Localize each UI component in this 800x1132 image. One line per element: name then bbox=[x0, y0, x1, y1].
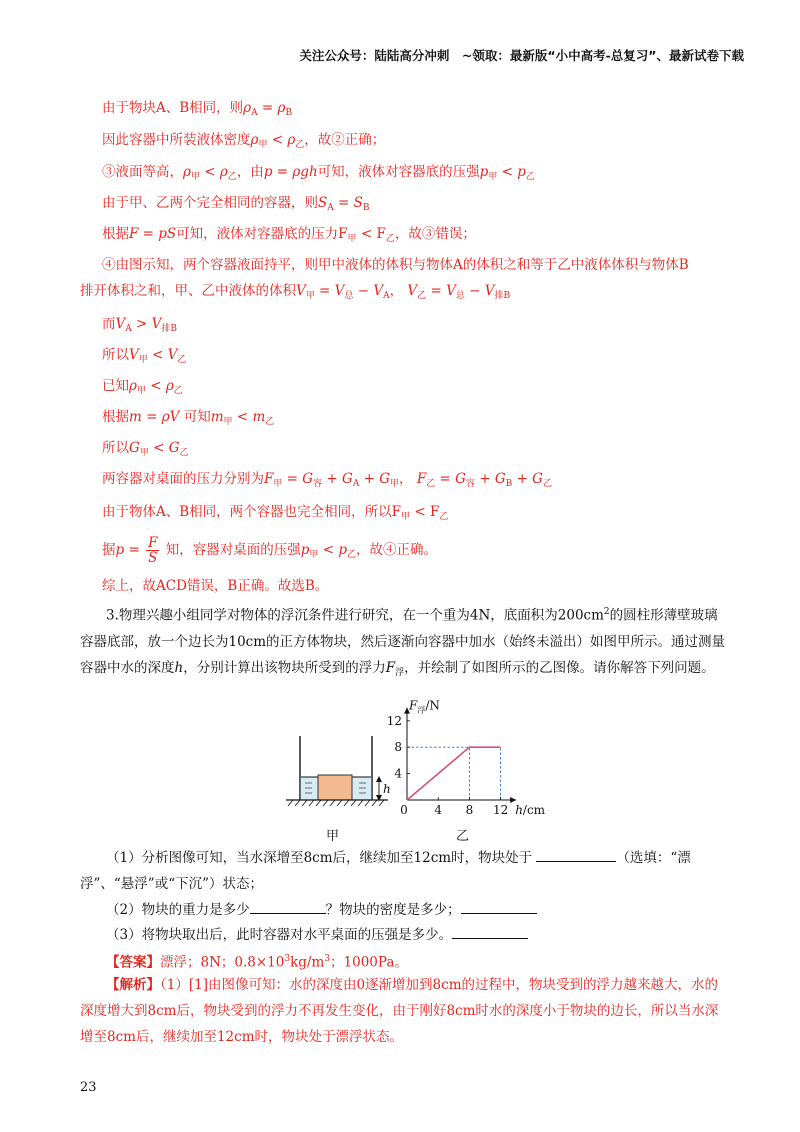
solution-line-6: ④由图示知，两个容器液面持平，则甲中液体的体积与物体A的体积之和等于乙中液体体积与物体B bbox=[102, 257, 689, 273]
solution-line-14: 由于物体A、B相同，两个容器也完全相同，所以$F_甲 < F_乙$ bbox=[102, 504, 449, 522]
solution-line-1: 由于物块A、B相同，则$\rho_A = \rho_B$ bbox=[102, 100, 293, 118]
x-tick-label-4: 4 bbox=[434, 803, 443, 817]
solution-line-11: 根据m = ρV 可知$m_甲 < m_乙$ bbox=[102, 409, 275, 427]
solution-line-2: 因此容器中所装液体密度$\rho_甲 < \rho_乙$，故②正确； bbox=[102, 132, 386, 150]
sub-question-3: （3）将物块取出后，此时容器对水平桌面的压强是多少。 bbox=[80, 922, 730, 948]
solution-line-5: 根据F = pS可知，液体对容器底的压力$F_甲 < F_乙$，故③错误； bbox=[102, 226, 476, 244]
answer-blank-1[interactable] bbox=[536, 847, 616, 862]
fraction-f-over-s: $\frac{F}{S}$ bbox=[148, 535, 158, 566]
y-tick-label-4: 4 bbox=[394, 766, 402, 781]
solution-line-4: 由于甲、乙两个完全相同的容器，则$S_A = S_B$ bbox=[102, 195, 370, 213]
sub-question-2: （2）物块的重力是多少 ？物块的密度是多少； bbox=[80, 897, 730, 923]
answer-blank-3[interactable] bbox=[461, 899, 537, 914]
page-header: 关注公众号：陆陆高分冲刺 ~领取：最新版“小中高考-总复习”、最新试卷下载 bbox=[299, 48, 744, 63]
x-tick-label-8: 8 bbox=[465, 803, 474, 817]
solution-line-10: 已知$\rho_甲 < \rho_乙$ bbox=[102, 378, 183, 396]
figure-jia-label: 甲 bbox=[326, 829, 340, 844]
series-line-0 bbox=[407, 747, 501, 800]
y-axis-label: $F_浮/N$ bbox=[409, 698, 440, 715]
solution-line-9: 所以$V_甲 < V_乙$ bbox=[102, 347, 187, 365]
x-axis-label: h/cm bbox=[515, 803, 546, 817]
solution-line-3: ③液面等高，$\rho_甲 < \rho_乙$，由p = ρgh可知，液体对容器底的压强$p_甲 < p_乙$ bbox=[102, 164, 535, 182]
solution-line-13: 两容器对桌面的压力分别为$F_甲 = G_容 + G_A + G_甲$， $F_乙 = G_容 + G_B + G_乙$ bbox=[102, 471, 552, 489]
figure-yi-label: 乙 bbox=[456, 829, 470, 844]
cube-block bbox=[318, 775, 352, 800]
sub-question-1: （1）分析图像可知，当水深增至8cm后，继续加至12cm时，物块处于 （选填：“漂浮”、“悬浮”或“下沉”）状态； bbox=[80, 845, 730, 897]
y-tick-label-8: 8 bbox=[394, 740, 402, 755]
solution-line-8: 而$V_A > V_{排B}$ bbox=[102, 316, 178, 334]
x-tick-label-12: 12 bbox=[492, 803, 509, 817]
solution-line-15: 据p = $\frac{F}{S}$ 知，容器对桌面的压强$p_甲 < p_乙$，故④正确。 bbox=[102, 535, 437, 566]
page-number: 23 bbox=[80, 1080, 97, 1095]
solution-line-16: 综上，故ACD错误，B正确。故选B。 bbox=[102, 578, 329, 594]
question-stem: 3.物理兴趣小组同学对物体的浮沉条件进行研究，在一个重为4N，底面积为$200cm^2$的圆柱形薄壁玻璃容器底部，放一个边长为10cm的正方体物块，然后逐渐向容器中加水（始终未溢出）如图甲所示。通过测量容器中水的深度h，分别计算出该物块所受到的浮力$F_浮$，并绘制了如图所示的乙图像。请你解答下列问题。 bbox=[80, 607, 726, 678]
x-tick-label-0: 0 bbox=[400, 803, 408, 817]
y-tick-label-12: 12 bbox=[386, 713, 402, 728]
solution-line-12: 所以$G_甲 < G_乙$ bbox=[102, 440, 189, 458]
analysis-paragraph: 【解析】（1）[1]由图像可知：水的深度由0逐渐增加到8cm的过程中，物块受到的浮力越来越大，水的深度增大到8cm后，物块受到的浮力不再发生变化，由于刚好8cm时水的深度小于物块的边长，所以当水深增至8cm后，继续加至12cm时，物块处于漂浮状态。 bbox=[80, 977, 719, 1045]
answer-blank-4[interactable] bbox=[452, 924, 528, 939]
answer-blank-2[interactable] bbox=[250, 899, 326, 914]
h-label: h bbox=[383, 782, 391, 796]
solution-line-7: 排开体积之和，甲、乙中液体的体积$V_甲 = V_总 - V_A$， $V_乙 = V_总 - V_{排B}$ bbox=[80, 283, 511, 301]
answer-line: 【答案】漂浮；8N；$0.8\times 10^3kg/m^3$；1000Pa。 bbox=[106, 954, 408, 971]
table-hatching bbox=[288, 800, 384, 806]
figure-yi-chart bbox=[375, 695, 550, 830]
